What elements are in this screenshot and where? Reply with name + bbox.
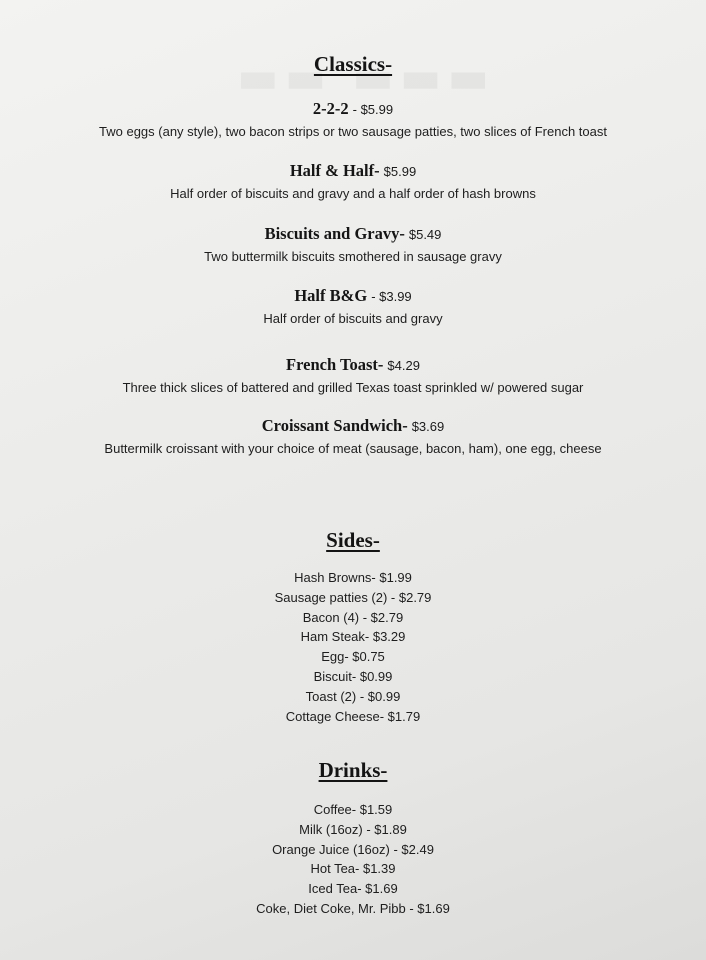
- item-name: 2-2-2: [312, 99, 349, 118]
- classics-item: [0, 286, 706, 328]
- drinks-heading: Drinks-: [318, 758, 388, 782]
- item-name: Half B&G: [294, 286, 368, 305]
- list-item: Orange Juice (16oz) - $2.49: [272, 841, 434, 857]
- classics-heading: Classics-: [313, 52, 393, 76]
- list-item: Cottage Cheese- $1.79: [285, 708, 421, 724]
- item-description: Half order of biscuits and gravy: [263, 311, 443, 326]
- item-price: - $5.99: [352, 102, 394, 117]
- item-description: Half order of biscuits and gravy and a half order of hash browns: [170, 186, 536, 201]
- item-price: $5.99: [383, 164, 417, 179]
- list-item: Toast (2) - $0.99: [305, 688, 401, 704]
- item-description: Two eggs (any style), two bacon strips or two sausage patties, two slices of French toast: [99, 124, 607, 139]
- list-item: Biscuit- $0.99: [313, 668, 393, 684]
- item-description: Buttermilk croissant with your choice of meat (sausage, bacon, ham), one egg, cheese: [104, 441, 602, 456]
- item-name: French Toast-: [286, 355, 384, 374]
- drinks-list: [0, 800, 706, 919]
- item-description: Two buttermilk biscuits smothered in sausage gravy: [204, 249, 502, 264]
- list-item: Sausage patties (2) - $2.79: [274, 589, 432, 605]
- list-item: Bacon (4) - $2.79: [302, 609, 404, 625]
- classics-item: [0, 161, 706, 203]
- classics-item: [0, 355, 706, 397]
- item-description: Three thick slices of battered and grilled Texas toast sprinkled w/ powered sugar: [122, 380, 584, 395]
- item-name: Biscuits and Gravy-: [264, 224, 405, 243]
- list-item: Egg- $0.75: [321, 649, 385, 665]
- list-item: Coke, Diet Coke, Mr. Pibb - $1.69: [256, 900, 450, 916]
- list-item: Hot Tea- $1.39: [310, 861, 396, 877]
- list-item: Ham Steak- $3.29: [300, 629, 406, 645]
- item-price: $5.49: [408, 227, 442, 242]
- list-item: Milk (16oz) - $1.89: [299, 821, 407, 837]
- classics-item: [0, 224, 706, 266]
- item-price: $3.69: [411, 419, 445, 434]
- item-price: $4.29: [387, 358, 420, 373]
- classics-item: [0, 99, 706, 141]
- sides-heading: Sides-: [326, 528, 380, 552]
- sides-list: [0, 568, 706, 726]
- item-name: Croissant Sandwich-: [261, 416, 408, 435]
- item-name: Half & Half-: [289, 161, 380, 180]
- item-price: - $3.99: [371, 289, 412, 304]
- list-item: Coffee- $1.59: [313, 802, 393, 817]
- classics-item: [0, 416, 706, 458]
- list-item: Iced Tea- $1.69: [308, 881, 398, 897]
- list-item: Hash Browns- $1.99: [294, 570, 412, 585]
